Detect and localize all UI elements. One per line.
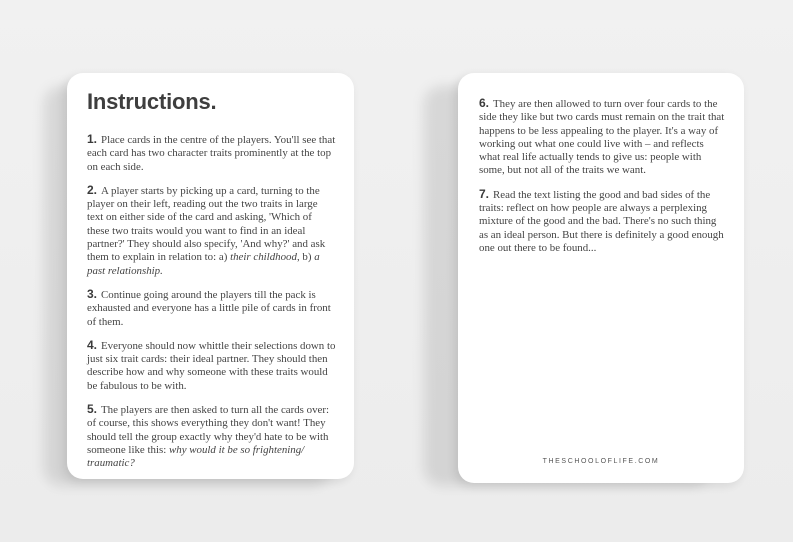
step-4 — [87, 339, 336, 393]
step-italic-text: a past relationship. — [87, 251, 320, 277]
step-number: 6. — [479, 96, 490, 110]
step-text: Read the text listing the good and bad sides of the traits: reflect on how people are always a perplexing mixture of the good and the bad. There's no such thing as an ideal person. But there is definitely a good enough one out there to be found... — [479, 188, 724, 254]
step-italic-text: why would it be so frightening/ traumatic? — [87, 443, 305, 470]
instructions-card-front — [67, 73, 354, 479]
step-text: , b) — [296, 251, 312, 264]
step-7 — [479, 188, 726, 255]
step-text: Place cards in the centre of the players. You'll see that each card has two character traits prominently at the top on each side. — [87, 134, 336, 173]
step-text: Everyone should now whittle their selections down to just six trait cards: their ideal partner. They should then describe how and why someone with these traits would be fabulous to be with. — [87, 339, 336, 392]
step-text: Continue going around the players till the pack is exhausted and everyone has a little pile of cards in front of them. — [87, 288, 331, 328]
step-2 — [87, 184, 336, 278]
step-number: 1. — [87, 132, 98, 146]
instructions-card-back — [458, 73, 744, 483]
step-5 — [87, 403, 336, 470]
card-title: Instructions. — [87, 89, 217, 114]
step-number: 3. — [87, 286, 98, 301]
step-3 — [87, 288, 336, 329]
step-text: The players are then asked to turn all the cards over: of course, this shows everything they don't want! They should tell the group exactly why they'd hate to be with someone like this: — [87, 404, 330, 456]
step-italic-text: their childhood — [230, 251, 297, 264]
website-footer: THESCHOOLOFLIFE.COM — [542, 458, 660, 465]
step-text: They are then allowed to turn over four cards to the side they like but two cards must remain on the trait that happens to be less appealing to the player. It's a way of working out what one could live with – and reflects what real life actually tends to give us: people with some, but not all of the traits we want. — [479, 98, 725, 177]
step-1 — [87, 133, 336, 174]
step-number: 5. — [87, 402, 98, 417]
step-text: A player starts by picking up a card, turning to the player on their left, reading out the two traits in large text on either side of the card and asking, 'Which of these two traits would you want to find in an ideal partner?' They should also specify, 'And why?' and ask them to explain in relation to: a) — [87, 184, 326, 264]
step-number: 4. — [87, 337, 98, 352]
step-number: 7. — [479, 186, 490, 201]
step-6 — [479, 97, 726, 178]
step-number: 2. — [87, 182, 98, 197]
